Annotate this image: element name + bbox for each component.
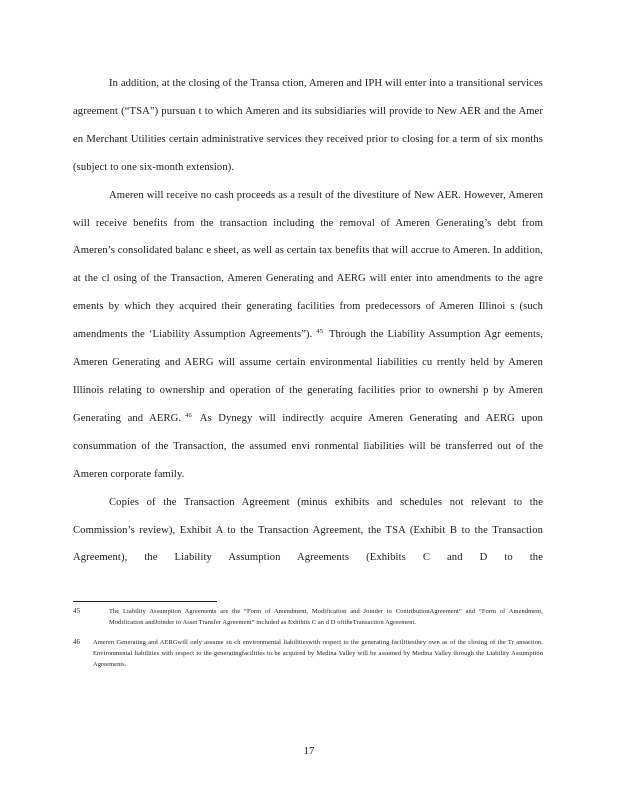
footnote-number: 45	[73, 607, 80, 615]
page-number: 17	[303, 745, 315, 757]
footnote-reference: 45	[316, 328, 324, 336]
paragraph-text: Ameren will receive no cash proceeds as a result of the divestiture of New AER. However, Ameren will receive benefits from the transaction including the removal of Ameren Generating’s debt from Ameren’s consolidated balanc e sheet, as well as certain tax benefits that will accrue to Ameren. In addition, at the cl osing of the Transaction, Ameren Generating and AERG will enter into amendments to the agre ements by which they acquired their generating facilities from predecessors of Ameren Illinoi s (such amendments the ‘Liability Assumption Agreements”).	[73, 189, 543, 341]
footnote-text: The Liability Assumption Agreements are the “Form of Amendment, Modification and Joinder to ContributionAgreement” and “Form of Amendment, Modification andJoinder to Asset Transfer Agreement” included as Exhibits C an d D ofitheTransaction Agreement.	[109, 608, 543, 627]
footnote-reference: 46	[185, 411, 192, 419]
paragraph-tsa	[73, 70, 543, 182]
paragraph-text: As Dynegy will indirectly acquire Ameren Generating and AERG upon consummation of the Transaction, the assumed envi ronmental liabilities will be transferred out of the Ameren corporate family.	[73, 412, 543, 480]
paragraph-text: Copies of the Transaction Agreement (minus exhibits and schedules not relevant to the Commission’s review), Exhibit A to the Transaction Agreement, the TSA (Exhibit B to the Transaction Agreement), the Liability Assumption Agreements (Exhibits C and D to the	[73, 496, 543, 564]
footnote-text: Ameren Generating and AERGwill only assume su ch environmental liabilitieswith respect to the generating facilitiesthey own as of the closing of the Tr ansaction. Environmental liabilities with respect to the generatingfacilities to be acquired by Medina Valley will be assumed by Medina Valley through the Liability Assumption Agreements.	[93, 638, 543, 669]
footnotes	[73, 606, 543, 678]
footnote-separator	[73, 601, 217, 602]
body-text	[73, 70, 543, 572]
paragraph-text: In addition, at the closing of the Transa ction, Ameren and IPH will enter into a transitional services agreement (“TSA”) pursuan t to which Ameren and its subsidiaries will provide to New AER and the Amer en Merchant Utilities certain administrative services they received prior to closing for a term of six months (subject to one six-month extension).	[73, 78, 543, 173]
paragraph-divestiture	[73, 182, 543, 489]
footnote-number: 46	[73, 637, 80, 646]
paragraph-text: Through the Liability Assumption Agr eements, Ameren Generating and AERG will assume certain environmental liabilities cu rrently held by Ameren Illinois relating to ownership and operation of the generating facilities prior to ownershi p by Ameren Generating and AERG.	[73, 329, 543, 424]
paragraph-copies	[73, 489, 543, 573]
footnote-46	[73, 637, 543, 671]
footnote-45	[73, 606, 543, 629]
